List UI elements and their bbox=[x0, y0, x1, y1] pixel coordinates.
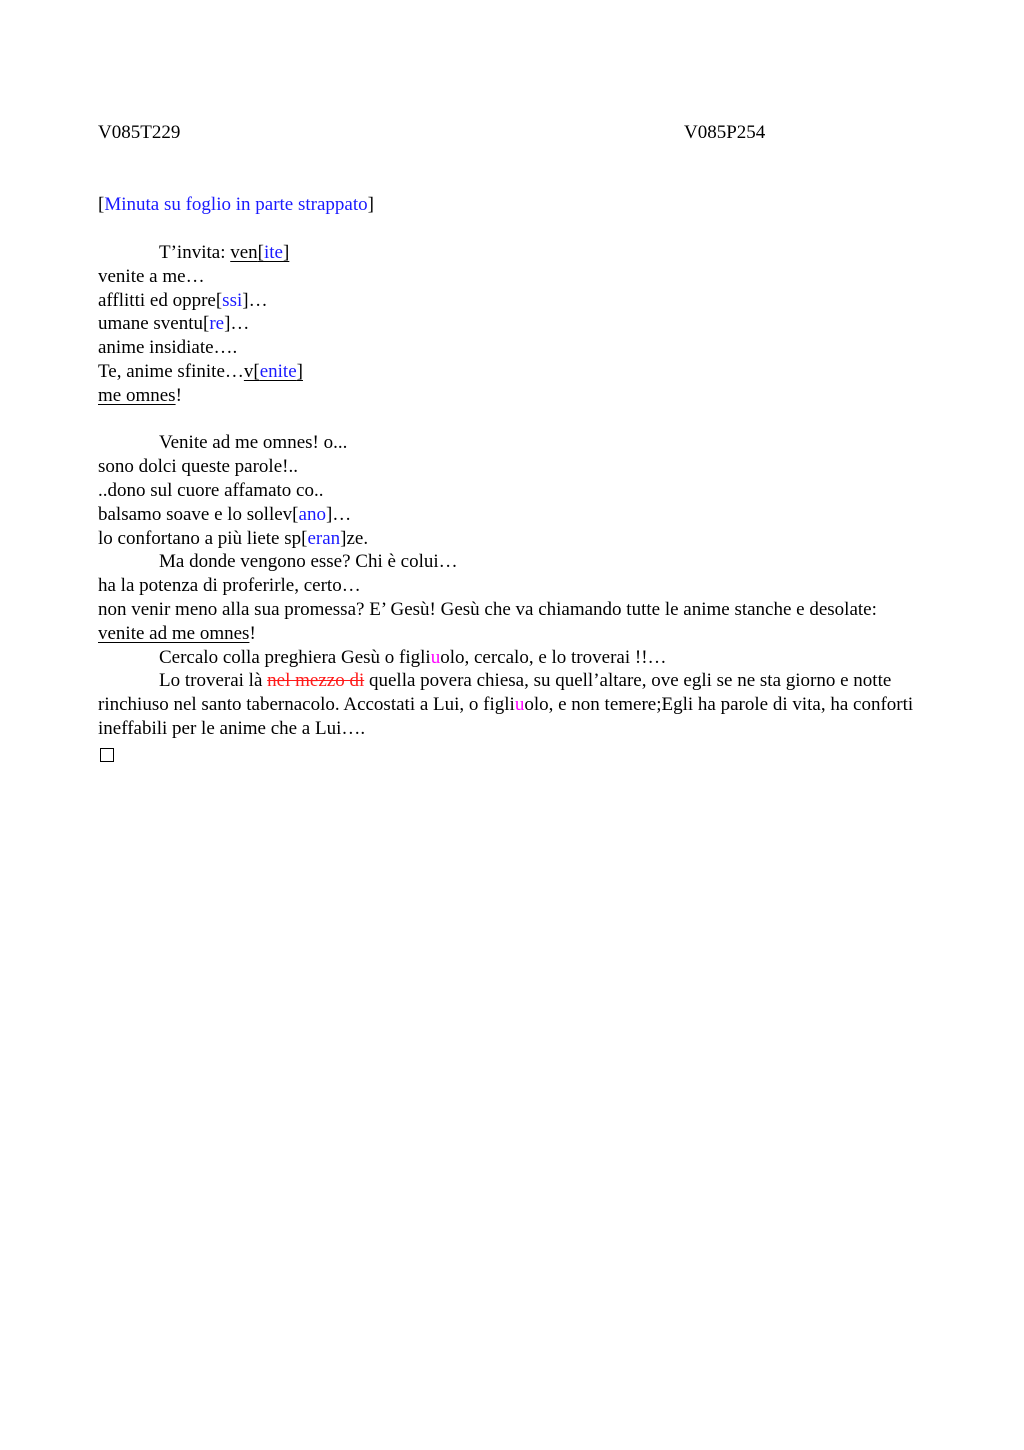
deleted-text: nel mezzo di bbox=[267, 670, 365, 692]
stanza2-line3: ..dono sul cuore affamato co.. bbox=[98, 479, 324, 501]
editorial-completion: ite bbox=[264, 242, 283, 263]
underlined-span: venite ad me omnes bbox=[98, 622, 250, 644]
text-span: ! bbox=[249, 622, 256, 644]
stanza2-line6: Ma donde vengono esse? Chi è colui… bbox=[159, 551, 458, 573]
text-span: ven bbox=[230, 242, 258, 263]
text-span: Lo troverai là bbox=[159, 670, 268, 692]
transcription-body bbox=[98, 241, 924, 769]
text-span: ] bbox=[296, 360, 303, 382]
stanza1-line7 bbox=[98, 384, 924, 408]
underlined-span: me omnes bbox=[98, 384, 176, 406]
text-span: [ bbox=[257, 242, 264, 263]
stanza1-line4 bbox=[98, 312, 924, 336]
stanza2-line5 bbox=[98, 527, 924, 551]
prose-paragraph-3 bbox=[98, 669, 924, 740]
stanza2-line4 bbox=[98, 503, 924, 527]
stanza1-line6 bbox=[98, 360, 924, 384]
editorial-completion: eran bbox=[307, 527, 341, 549]
stanza2-line7: ha la potenza di proferirle, certo… bbox=[98, 575, 361, 597]
stanza1-line3 bbox=[98, 289, 924, 313]
editorial-completion: ano bbox=[298, 503, 326, 525]
bracket-close: ] bbox=[367, 194, 374, 215]
inserted-letter: u bbox=[430, 646, 441, 668]
editorial-completion: enite bbox=[259, 360, 297, 382]
bracket-open: [ bbox=[98, 194, 105, 215]
editorial-completion: re bbox=[209, 313, 225, 335]
text-span: Te, anime sfinite… bbox=[98, 360, 244, 382]
text-span: T’invita: bbox=[159, 242, 231, 263]
stanza2-line1: Venite ad me omnes! o... bbox=[159, 432, 348, 454]
text-span: balsamo soave e lo sollev[ bbox=[98, 503, 299, 525]
stanza1-line5: anime insidiate…. bbox=[98, 337, 238, 359]
editorial-note bbox=[98, 194, 374, 216]
text-span: olo, e non temere;Egli ha parole di vita, ha conforti ineffabili per le anime che a Lui…. bbox=[98, 694, 914, 739]
text-span: ]… bbox=[224, 313, 250, 335]
text-span: non venir meno alla sua promessa? E’ Gesù! Gesù che va chiamando tutte le anime stanche e desolate: bbox=[98, 598, 877, 620]
text-span: lo confortano a più liete sp[ bbox=[98, 527, 308, 549]
text-span: ]… bbox=[242, 289, 268, 311]
text-span: quella povera chiesa, su quell’altare, ove egli se ne sta giorno e notte rinchiuso nel santo tabernacolo. Accostati a Lui, o figli bbox=[98, 670, 892, 716]
page-header bbox=[98, 122, 924, 146]
stanza-gap bbox=[98, 408, 924, 432]
text-span: ]… bbox=[325, 503, 352, 525]
end-mark-line bbox=[98, 741, 924, 769]
stanza1-line1 bbox=[98, 241, 924, 265]
volume-text-code: V085T229 bbox=[98, 122, 181, 143]
text-span: umane sventu[ bbox=[98, 313, 210, 335]
text-span: Cercalo colla preghiera Gesù o figli bbox=[159, 646, 431, 668]
prose-paragraph-2 bbox=[98, 646, 924, 670]
stanza2-line2: sono dolci queste parole!.. bbox=[98, 456, 298, 478]
inserted-letter: u bbox=[514, 694, 525, 716]
volume-page-code: V085P254 bbox=[684, 122, 766, 143]
text-span: ! bbox=[175, 384, 182, 406]
text-span: ] bbox=[283, 242, 290, 263]
square-outline-icon bbox=[100, 748, 114, 762]
stanza1-line2: venite a me… bbox=[98, 265, 205, 287]
text-span: ]ze. bbox=[340, 527, 369, 549]
text-span: afflitti ed oppre[ bbox=[98, 289, 223, 311]
editorial-note-text: Minuta su foglio in parte strappato bbox=[104, 194, 368, 215]
prose-paragraph-1 bbox=[98, 598, 924, 646]
underlined-span bbox=[230, 242, 289, 263]
editorial-completion: ssi bbox=[222, 289, 243, 311]
underlined-span bbox=[244, 361, 303, 382]
text-span: olo, cercalo, e lo troverai !!… bbox=[440, 646, 667, 668]
text-span: v[ bbox=[243, 360, 260, 382]
